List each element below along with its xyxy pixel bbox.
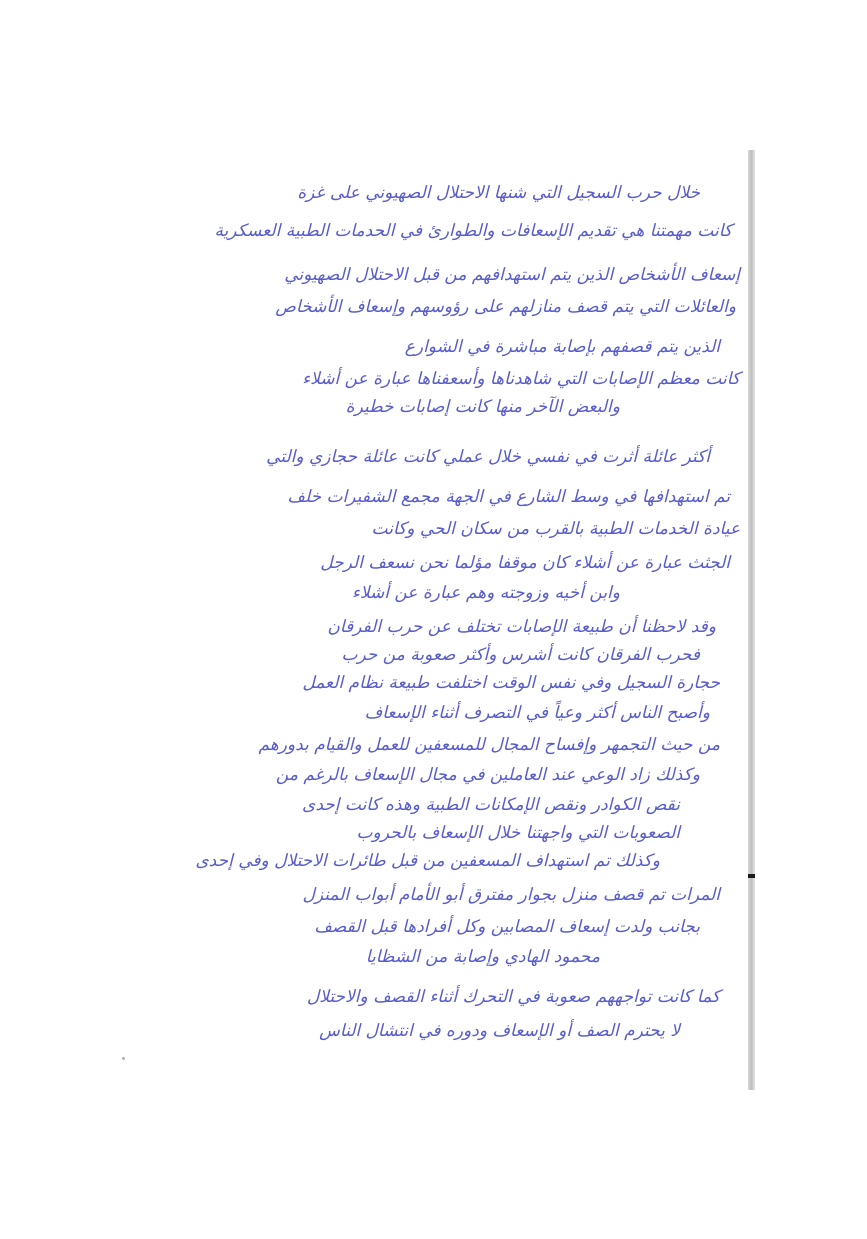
handwritten-line: وابن أخيه وزوجته وهم عبارة عن أشلاء [351,583,620,603]
handwritten-line: والبعض الآخر منها كانت إصابات خطيرة [345,397,620,417]
handwritten-line: الجثث عبارة عن أشلاء كان موقفا مؤلما نحن نسعف الرجل [320,553,730,573]
handwritten-line: الذين يتم قصفهم بإصابة مباشرة في الشوارع [404,337,720,357]
handwritten-line: إسعاف الأشخاص الذين يتم استهدافهم من قبل الاحتلال الصهيوني [284,265,740,285]
handwritten-line: كانت معظم الإصابات التي شاهدناها وأسعفناها عبارة عن أشلاء [302,369,740,389]
handwritten-line: لا يحترم الصف أو الإسعاف ودوره في انتشال الناس [319,1021,680,1041]
handwritten-line: تم استهدافها في وسط الشارع في الجهة مجمع الشفيرات خلف [287,487,730,507]
handwritten-line: وقد لاحظنا أن طبيعة الإصابات تختلف عن حرب الفرقان [327,617,716,637]
handwritten-line: محمود الهادي وإصابة من الشظايا [365,947,600,967]
handwritten-line: كانت مهمتنا هي تقديم الإسعافات والطوارئ في الحدمات الطبية العسكرية [214,221,732,241]
handwritten-line: خلال حرب السجيل التي شنها الاحتلال الصهيوني على غزة [297,183,700,203]
paper-edge-shadow [748,150,755,1090]
handwritten-line: عيادة الخدمات الطبية بالقرب من سكان الحي وكانت [371,519,740,539]
handwritten-line: حجارة السجيل وفي نفس الوقت اختلفت طبيعة نظام العمل [302,673,720,693]
handwritten-text-block [110,160,740,880]
handwritten-line: نقص الكوادر ونقص الإمكانات الطبية وهذه كانت إحدى [302,795,680,815]
handwritten-line: من حيث التجمهر وإفساح المجال للمسعفين للعمل والقيام بدورهم [258,735,720,755]
handwritten-line: الصعوبات التي واجهتنا خلال الإسعاف بالحروب [356,823,680,843]
handwritten-line: وكذلك تم استهداف المسعفين من قبل طائرات الاحتلال وفي إحدى [195,851,660,871]
handwritten-line: فحرب الفرقان كانت أشرس وأكثر صعوبة من حرب [341,645,700,665]
handwritten-line: والعائلات التي يتم قصف منازلهم على رؤوسهم وإسعاف الأشخاص [275,297,736,317]
handwritten-text-block-lower [110,884,740,1064]
edge-mark [748,874,755,878]
handwritten-line: المرات تم قصف منزل بجوار مفترق أبو الأمام أبواب المنزل [302,885,720,905]
handwritten-line: كما كانت تواجههم صعوبة في التحرك أثناء القصف والاحتلال [306,987,720,1007]
handwritten-line: بجانب ولدت إسعاف المصابين وكل أفرادها قبل القصف [314,917,700,937]
handwritten-line: وأصبح الناس أكثر وعياً في التصرف أثناء الإسعاف [364,703,710,723]
handwritten-line: أكثر عائلة أثرت في نفسي خلال عملي كانت عائلة حجازي والتي [266,447,710,467]
handwritten-line: وكذلك زاد الوعي عند العاملين في مجال الإسعاف بالرغم من [275,765,700,785]
scan-speck [122,1057,125,1060]
